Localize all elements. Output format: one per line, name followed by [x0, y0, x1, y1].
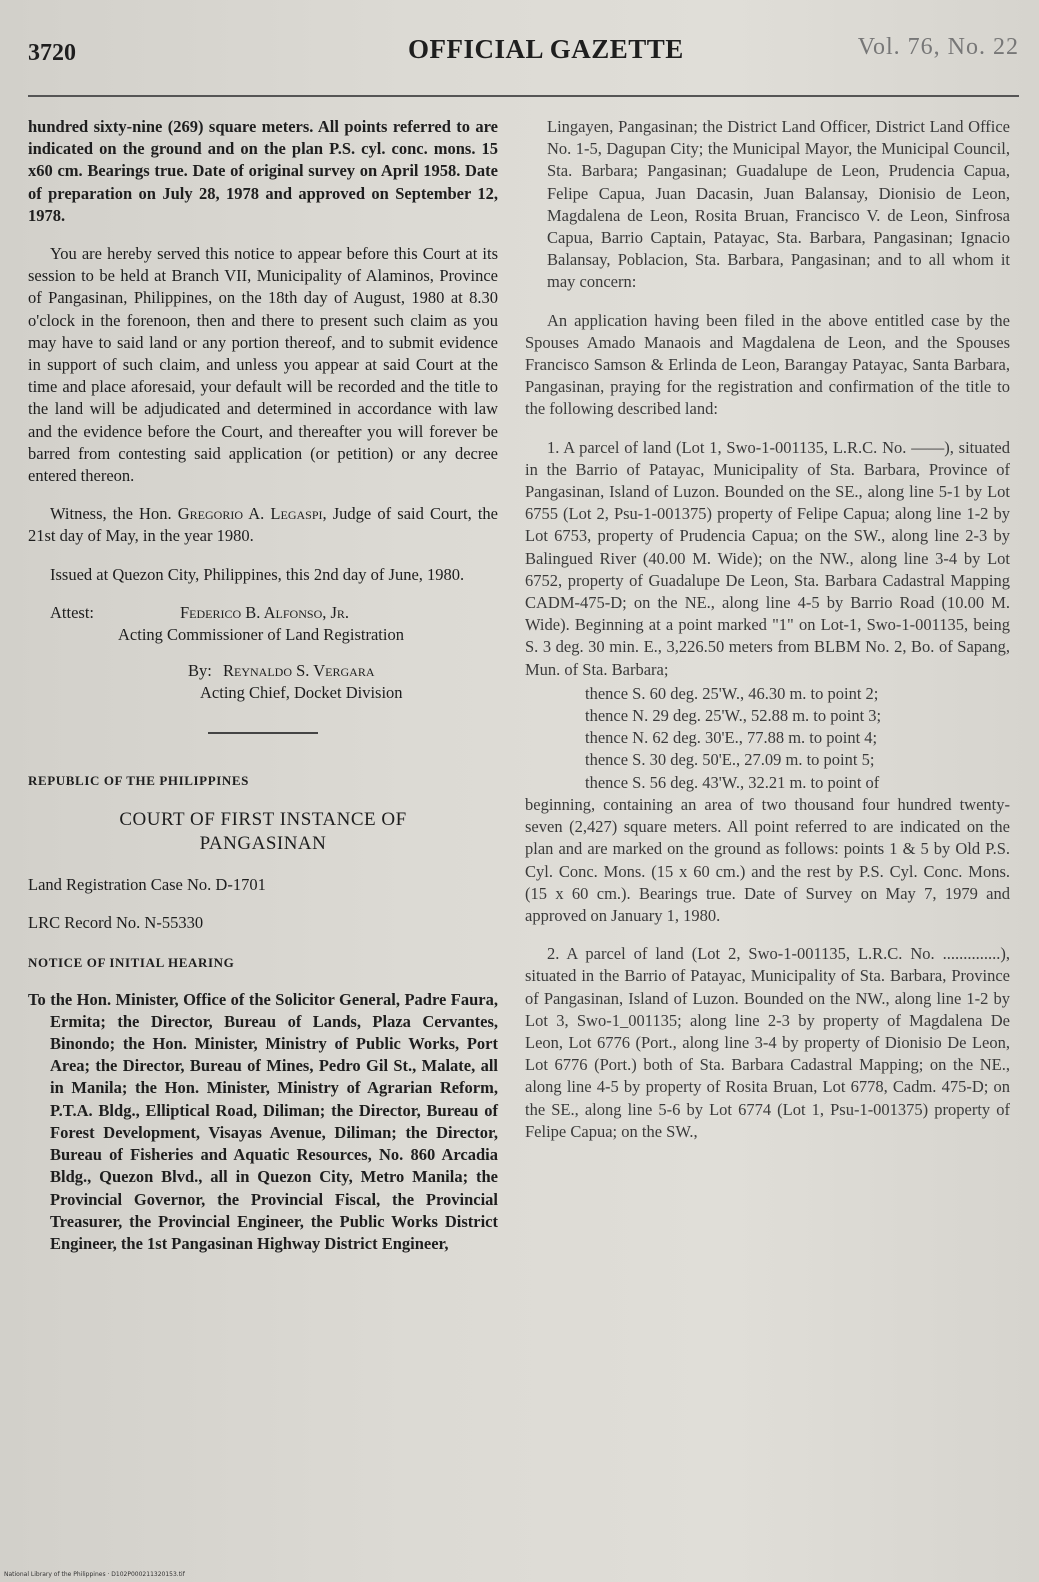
parcel-1-paragraph: 1. A parcel of land (Lot 1, Swo-1-001135, L.R.C. No. ——), situated in the Barrio of Patayac, Municipality of Sta. Barbara, Province of Pangasinan, Island of Luzon. Bounded on the SE., along line 5-1 by Lot 6755 (Lot 2, Psu-1-001375) property of Felipe Capua; along line 1-2 by Lot 6753, property of Prudencia Capua; on the SW., along line 2-3 by Balingued River (40.00 M. Wide); on the NW., along line 3-4 by Lot 6752, property of Guadalupe De Leon, Sta. Barbara Cadastral Mapping CADM-475-D; on the NE., along line 4-5 by Barrio Road (10.00 M. Wide). Beginning at a point marked "1" on Lot-1, Swo-1-001135, being S. 3 deg. 30 min. E., 3,226.50 meters from BLBM No. 2, Bo. of Sapang, Mun. of Sta. Barbara; [525, 437, 1010, 679]
survey-paragraph: hundred sixty-nine (269) square meters. All points referred to are indicated on the ground and on the plan P.S. cyl. conc. mons. 15 x60 cm. Bearings true. Date of original survey on April 1958. Date of preparation on July 28, 1978 and approved on September 12, 1978. [28, 117, 498, 225]
volume-number: Vol. 76, No. 22 [857, 34, 1019, 60]
bearing-line: thence S. 56 deg. 43'W., 32.21 m. to point of [585, 772, 880, 792]
parcel-2-paragraph: 2. A parcel of land (Lot 2, Swo-1-001135, L.R.C. No. ..............), situated in the Barrio of Patayac, Municipality of Sta. Barbara, Province of Pangasinan, Island of Luzon. Bounded on the NW., along line 1-2 by Lot 3, Swo-1_001135; along line 2-3 by property of Magdalena De Leon, Lot 6776 (Port., along line 3-4 by property of Dionisio De Leon, Lot 6776 (Port.) both of Sta. Barbara Cadastral Mapping; on the NE., along line 4-5 by property of Rosita Bruan, Lot 6778, Cadm. 475-D; on the SE., along line 5-6 by Lot 6774 (Lot 1, Psu-1-001375) property of Felipe Capua; on the SW., [525, 944, 1010, 1141]
scan-footer: National Library of the Philippines · D102P000211320153.tif [4, 1571, 185, 1578]
application-paragraph: An application having been filed in the above entitled case by the Spouses Amado Manaois and Magdalena de Leon, and the Spouses Francisco Samson & Erlinda de Leon, Barangay Patayac, Santa Barbara, Pangasinan, praying for the registration and confirmation of the title to the following described land: [525, 310, 1010, 419]
lrc-record: LRC Record No. N-55330 [28, 913, 204, 933]
addressee-list-continued: Lingayen, Pangasinan; the District Land Officer, District Land Office No. 1-5, Dagupan City; the Municipal Mayor, the Municipal Council, Sta. Barbara; Pangasinan; Guadalupe de Leon, Prudencia Capua, Felipe Capua, Juan Dacasin, Juan Balansay, Dionisio de Leon, Magdalena de Leon, Rosita Bruan, Francisco V. de Leon, Sinfrosa Capua, Barrio Captain, Patayac, Sta. Barbara, Pangasinan; Ignacio Balansay, Poblacion, Sta. Barbara, Pangasinan; and to all whom it may concern: [547, 117, 1010, 292]
notice-paragraph: You are hereby served this notice to appear before this Court at its session to be held at Branch VII, Municipality of Alaminos, Province of Pangasinan, Philippines, on the 18th day of August, 1980 at 8.30 o'clock in the forenoon, then and there to present such claim as you may have to said land or any portion thereof, and to submit evidence in support of such claim, and unless you appear at said Court at the time and place aforesaid, your default will be recorded and the title to the land will be adjudicated and determined in accordance with law and the evidence before the Court, and thereafter you will forever be barred from contesting said application (or petition) or any decree entered thereon. [28, 244, 498, 486]
by-label: By: [188, 660, 212, 680]
attest-name: Federico B. Alfonso, Jr. [180, 602, 350, 622]
by-name: Reynaldo S. Vergara [223, 660, 375, 680]
judge-name: Gregorio A. Legaspi [177, 504, 323, 524]
issued-paragraph: Issued at Quezon City, Philippines, this 2nd day of June, 1980. [50, 564, 465, 584]
by-block [28, 660, 498, 706]
right-column [525, 116, 1010, 1159]
publication-title: OFFICIAL GAZETTE [408, 34, 684, 64]
attest-block [28, 602, 498, 648]
page-number: 3720 [28, 40, 76, 66]
left-column [28, 116, 498, 1271]
bearing-line: thence N. 29 deg. 25'W., 52.88 m. to point 3; [585, 706, 882, 726]
notice-heading: NOTICE OF INITIAL HEARING [28, 955, 235, 971]
witness-paragraph [28, 503, 498, 547]
page-header [28, 34, 1019, 84]
section-divider [208, 732, 318, 734]
case-number: Land Registration Case No. D-1701 [28, 875, 266, 895]
addressee-list: To the Hon. Minister, Office of the Solicitor General, Padre Faura, Ermita; the Director, Bureau of Lands, Plaza Cervantes, Binondo; the Hon. Minister, Ministry of Public Works, Port Area; the Director, Bureau of Mines, Pedro Gil St., Malate, all in Manila; the Hon. Minister, Ministry of Agrarian Reform, P.T.A. Bldg., Elliptical Road, Diliman; the Director, Bureau of Forest Development, Visayas Avenue, Diliman; the Director, Bureau of Fisheries and Aquatic Resources, No. 860 Arcadia Bldg., Quezon Blvd., all in Quezon City, Metro Manila; the Provincial Governor, the Provincial Fiscal, the Provincial Treasurer, the Provincial Engineer, the Public Works District Engineer, the 1st Pangasinan Highway District Engineer, [28, 989, 498, 1253]
by-title: Acting Chief, Docket Division [200, 682, 403, 702]
court-line-1: COURT OF FIRST INSTANCE OF [119, 809, 407, 831]
attest-label: Attest: [50, 602, 94, 622]
court-line-2: PANGASINAN [199, 833, 327, 855]
witness-text: Witness, the Hon. [50, 504, 178, 524]
witness-text-end: , Judge of said Court, the 21st day of May, in the year 1980. [28, 504, 499, 546]
bearing-line: thence S. 30 deg. 50'E., 27.09 m. to point 5; [585, 750, 875, 770]
parcel-1-area-paragraph: beginning, containing an area of two thousand four hundred twenty-seven (2,427) square meters. All point referred to are indicated on the plan and are marked on the ground as follows: points 1 & 5 by Old P.S. Cyl. Conc. Mons. (15 x 60 cm.) and the rest by P.S. Cyl. Conc. Mons. (15 x 60 cm.). Bearings true. Date of Survey on May 7, 1979 and approved on January 1, 1980. [525, 794, 1010, 925]
republic-heading: REPUBLIC OF THE PHILIPPINES [28, 772, 249, 788]
attest-title: Acting Commissioner of Land Registration [118, 624, 404, 644]
bearings-list [525, 683, 1010, 794]
bearing-line: thence N. 62 deg. 30'E., 77.88 m. to point 4; [585, 728, 878, 748]
header-rule [28, 95, 1019, 97]
court-heading [28, 808, 498, 856]
bearing-line: thence S. 60 deg. 25'W., 46.30 m. to point 2; [585, 683, 879, 703]
